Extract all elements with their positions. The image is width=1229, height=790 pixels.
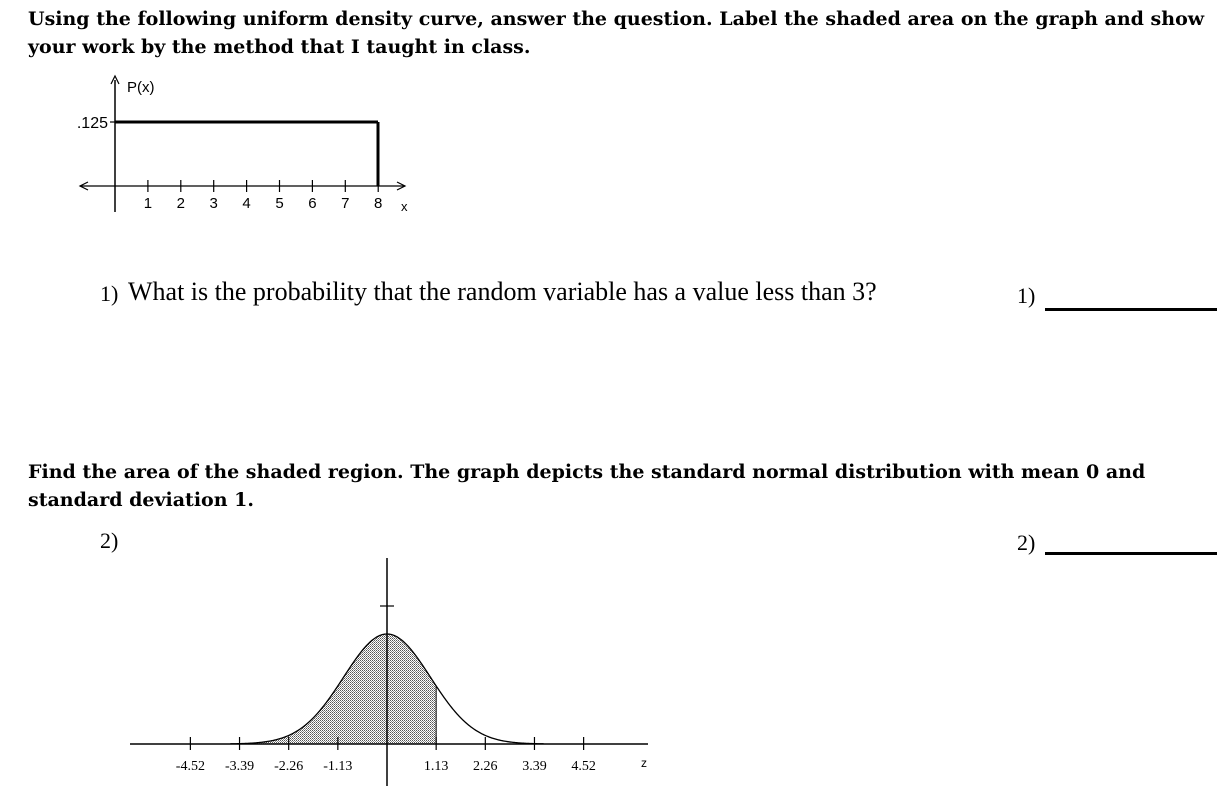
answer-2-blank[interactable] (1045, 552, 1217, 555)
instructions-normal: Find the area of the shaded region. The graph depicts the standard normal distribution with mean 0 and standard deviation 1. (28, 461, 1146, 511)
shaded-region (230, 634, 436, 744)
z-tick-label: -4.52 (175, 759, 205, 774)
uniform-density-graph (60, 70, 500, 230)
x-tick-label: 5 (275, 195, 284, 212)
x-tick-label: 4 (242, 195, 251, 212)
x-tick-label: 8 (374, 195, 383, 212)
question-1-text: What is the probability that the random variable has a value less than 3? (128, 277, 877, 306)
question-1-number: 1) (100, 281, 119, 306)
x-tick-label: 2 (176, 195, 185, 212)
z-tick-label: -1.13 (323, 759, 353, 774)
answer-1-number: 1) (1017, 283, 1036, 308)
z-tick-label: -3.39 (224, 759, 255, 774)
z-axis-label: z (641, 756, 647, 770)
z-tick-label: 3.39 (522, 759, 547, 774)
z-tick-label: 4.52 (571, 759, 596, 774)
z-tick-label: -2.26 (274, 759, 304, 774)
x-tick-label: 3 (209, 195, 218, 212)
question-2-number: 2) (100, 528, 119, 553)
z-tick-label: 1.13 (423, 759, 449, 774)
x-tick-label: 1 (143, 195, 153, 212)
x-tick-label: 7 (341, 195, 350, 212)
normal-distribution-graph (120, 550, 680, 790)
instructions-uniform: Using the following uniform density curve, answer the question. Label the shaded area on the graph and show your work by the method that I taught in class. (28, 8, 1205, 58)
y-value-label: .125 (76, 115, 108, 132)
x-tick-label: 6 (308, 195, 317, 212)
z-tick-label: 2.26 (473, 759, 498, 774)
answer-1-blank[interactable] (1045, 308, 1217, 311)
answer-2-number: 2) (1017, 530, 1036, 555)
x-axis-label: x (401, 199, 408, 214)
y-axis-label: P(x) (127, 79, 155, 96)
